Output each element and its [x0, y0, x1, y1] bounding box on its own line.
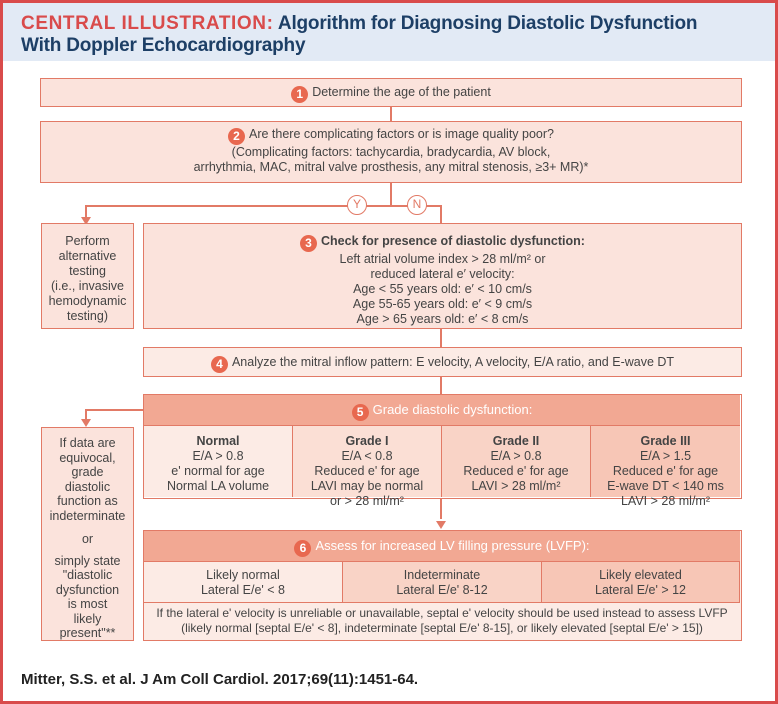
grade-name: Grade II — [492, 434, 540, 448]
equivocal-line: diastolic — [64, 479, 111, 494]
title-tag: CENTRAL ILLUSTRATION: — [21, 13, 274, 34]
citation: Mitter, S.S. et al. J Am Coll Cardiol. 2017;69(11):1451-64. — [21, 671, 419, 688]
step-3-box — [143, 223, 742, 329]
step-5-title: Grade diastolic dysfunction: — [372, 402, 533, 417]
step-3-line: Age > 65 years old: e′ < 8 cm/s — [356, 312, 529, 326]
connector — [85, 205, 441, 207]
equivocal-line: simply state — [54, 553, 121, 568]
step-6-badge: 6 — [294, 540, 311, 557]
step-3-title: Check for presence of diastolic dysfunction: — [321, 234, 585, 248]
title-text: Algorithm for Diagnosing Diastolic Dysfunction — [277, 13, 698, 34]
grade-line: E/A > 1.5 — [639, 449, 692, 463]
lvfp-note — [144, 606, 740, 636]
step-2-badge: 2 — [228, 128, 245, 145]
grade-line: Normal LA volume — [166, 479, 270, 493]
alt-line: testing — [69, 264, 106, 278]
step-5-badge: 5 — [352, 404, 369, 421]
arrow-down-icon — [81, 419, 91, 427]
grade-line: or > 28 ml/m² — [330, 494, 404, 508]
yes-badge: Y — [347, 195, 367, 215]
step-2-title: Are there complicating factors or is image quality poor? — [248, 127, 554, 141]
equivocal-line: equivocal, — [59, 450, 116, 465]
grade-ii — [442, 426, 591, 497]
alt-line: testing) — [67, 309, 108, 323]
equivocal-line: likely — [73, 611, 102, 626]
step-3-line: reduced lateral e′ velocity: — [370, 267, 515, 281]
grade-name: Grade I — [345, 434, 389, 448]
lvfp-value: Lateral E/e' > 12 — [595, 583, 686, 597]
grade-name: Grade III — [640, 434, 691, 448]
connector — [390, 107, 392, 121]
connector — [440, 205, 442, 223]
arrow-down-icon — [436, 521, 446, 529]
step-1-box — [40, 78, 742, 107]
no-badge: N — [407, 195, 427, 215]
connector — [440, 377, 442, 394]
equivocal-line: dysfunction — [55, 582, 120, 597]
grade-i — [293, 426, 442, 508]
equivocal-line: present"** — [59, 626, 116, 640]
lvfp-value: Lateral E/e' < 8 — [200, 583, 286, 597]
lvfp-category: Indeterminate — [403, 568, 481, 582]
alt-line: (i.e., invasive — [51, 279, 124, 293]
equivocal-line: is most — [67, 597, 108, 611]
step-6-title: Assess for increased LV filling pressure (LVFP): — [315, 538, 590, 553]
grade-normal — [144, 426, 293, 497]
header — [3, 3, 775, 61]
equivocal-line: grade — [71, 465, 104, 479]
connector — [85, 409, 143, 411]
step-4-badge: 4 — [211, 356, 228, 373]
grade-line: E/A < 0.8 — [341, 449, 393, 463]
alternative-testing-box — [41, 223, 134, 329]
grade-line: E/A > 0.8 — [490, 449, 542, 463]
equivocal-line: If data are — [59, 436, 116, 450]
grade-line: Reduced e' for age — [463, 464, 569, 478]
lvfp-indeterminate — [343, 562, 542, 603]
grade-line: E-wave DT < 140 ms — [607, 479, 724, 493]
grade-line: LAVI > 28 ml/m² — [471, 479, 561, 493]
step-1-text: Determine the age of the patient — [312, 85, 491, 99]
equivocal-line: function as — [57, 494, 118, 508]
grade-line: LAVI may be normal — [310, 479, 424, 493]
equivocal-box — [41, 427, 134, 641]
step-3-badge: 3 — [300, 235, 317, 252]
grade-line: Reduced e' for age — [314, 464, 420, 478]
lvfp-likely-elevated — [542, 562, 740, 603]
connector — [390, 183, 392, 205]
title-line-1 — [21, 13, 757, 35]
title-line-2: With Doppler Echocardiography — [21, 35, 306, 56]
equivocal-line: indeterminate — [49, 508, 126, 523]
grade-line: e' normal for age — [171, 464, 265, 478]
lvfp-likely-normal — [144, 562, 343, 603]
step-2-box — [40, 121, 742, 183]
step-3-line: Age < 55 years old: e′ < 10 cm/s — [353, 282, 532, 296]
lvfp-value: Lateral E/e' 8-12 — [396, 583, 488, 597]
step-3-line: Age 55-65 years old: e′ < 9 cm/s — [352, 297, 533, 311]
step-2-line-2: arrhythmia, MAC, mitral valve prosthesis, any mitral stenosis, ≥3+ MR)* — [193, 160, 589, 174]
lvfp-note-line-1: If the lateral e' velocity is unreliable or unavailable, septal e' velocity should be used instead to assess LVFP — [156, 606, 728, 620]
alt-line: hemodynamic — [48, 294, 127, 308]
grade-iii — [591, 426, 740, 508]
step-5-header — [144, 395, 740, 426]
step-1-badge: 1 — [291, 86, 308, 103]
spacer — [42, 523, 133, 532]
lvfp-category: Likely elevated — [599, 568, 682, 582]
step-2-line-1: (Complicating factors: tachycardia, bradycardia, AV block, — [231, 145, 551, 159]
alt-line: alternative — [58, 249, 117, 263]
alt-line: Perform — [65, 234, 110, 248]
step-4-box — [143, 347, 742, 377]
lvfp-category: Likely normal — [206, 568, 280, 582]
step-6-box — [143, 530, 742, 641]
connector — [440, 499, 442, 519]
step-6-header — [144, 531, 740, 562]
step-3-line: Left atrial volume index > 28 ml/m² or — [339, 252, 546, 266]
grade-line: Reduced e' for age — [612, 464, 719, 478]
lvfp-note-line-2: (likely normal [septal E/e' < 8], indeterminate [septal E/e' 8-15], or likely elevated [septal E/e' > 15]) — [181, 621, 703, 635]
grade-line: LAVI > 28 ml/m² — [620, 494, 711, 508]
spacer — [42, 547, 133, 554]
step-4-text: Analyze the mitral inflow pattern: E velocity, A velocity, E/A ratio, and E-wave DT — [231, 355, 675, 369]
equivocal-line: "diastolic — [62, 568, 113, 582]
connector — [440, 329, 442, 347]
step-5-box — [143, 394, 742, 508]
equivocal-line: or — [81, 532, 94, 546]
grade-name: Normal — [196, 434, 240, 448]
grade-line: E/A > 0.8 — [192, 449, 244, 463]
